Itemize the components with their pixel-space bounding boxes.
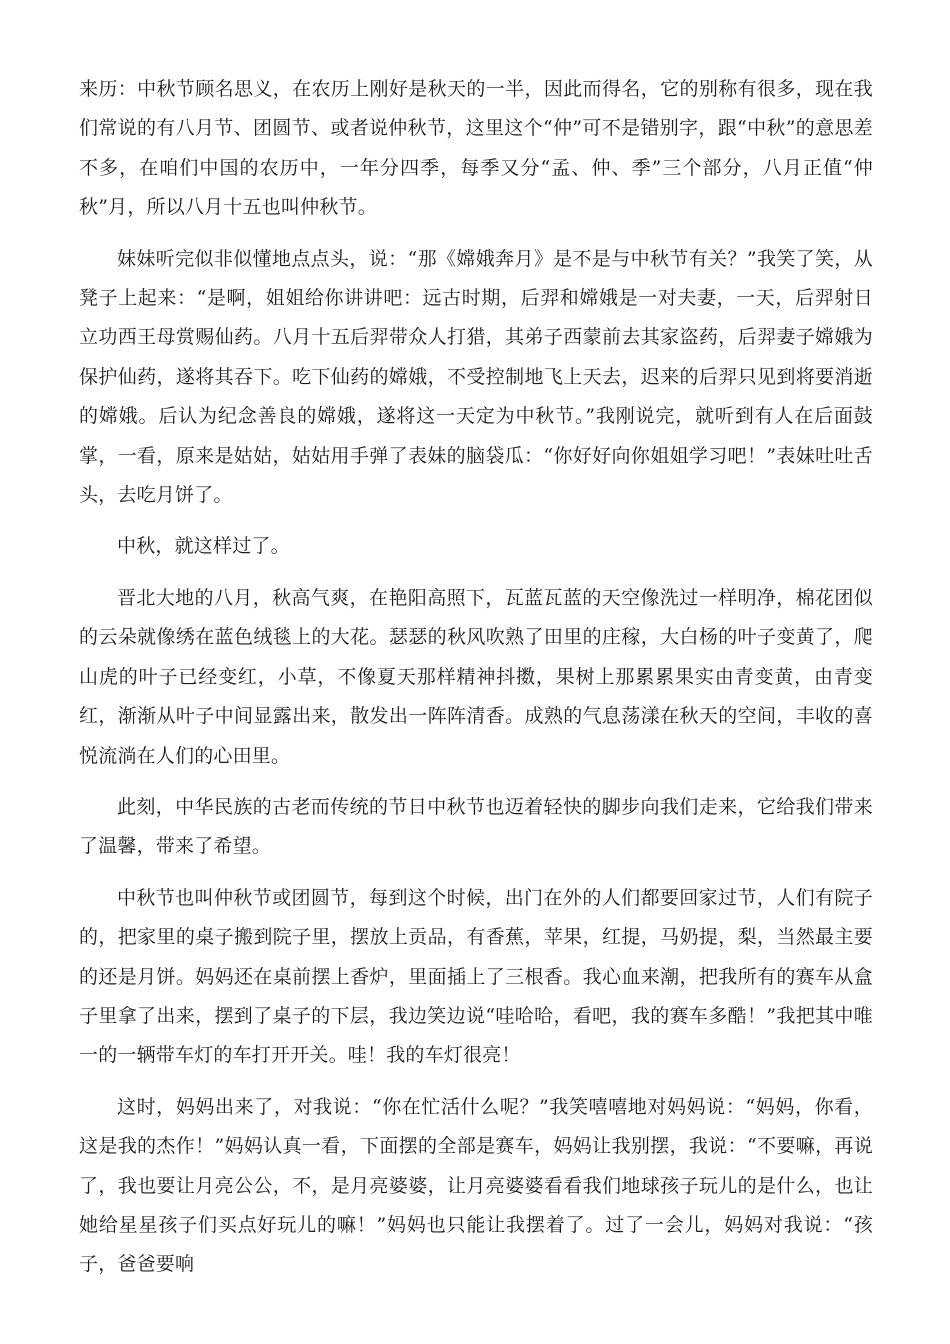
paragraph-autumn-scenery: 晋北大地的八月，秋高气爽，在艳阳高照下，瓦蓝瓦蓝的天空像洗过一样明净，棉花团似的云朵就像绣在蓝色绒毯上的大花。瑟瑟的秋风吹熟了田里的庄稼，大白杨的叶子变黄了，爬山虎的叶子已经变红，小草，不像夏天那样精神抖擞，果树上那累累果实由青变黄，由青变红，渐渐从叶子中间显露出来，散发出一阵阵清香。成熟的气息荡漾在秋天的空间，丰收的喜悦流淌在人们的心田里。 [79,586,873,767]
paragraph-origin: 来历：中秋节顾名思义，在农历上刚好是秋天的一半，因此而得名，它的别称有很多，现在我们常说的有八月节、团圆节、或者说仲秋节，这里这个“仲”可不是错别字，跟“中秋”的意思差不多，在咱们中国的农历中，一年分四季，每季又分“孟、仲、季”三个部分，八月正值“仲秋”月，所以八月十五也叫仲秋节。 [79,78,873,219]
paragraph-festival-arrives: 此刻，中华民族的古老而传统的节日中秋节也迈着轻快的脚步向我们走来，它给我们带来了温馨，带来了希望。 [79,795,873,858]
paragraph-change-story: 妹妹听完似非似懂地点点头，说：“那《嫦娥奔月》是不是与中秋节有关？”我笑了笑，从凳子上起来：“是啊，姐姐给你讲讲吧：远古时期，后羿和嫦娥是一对夫妻，一天，后羿射日立功西王母赏赐仙药。八月十五后羿带众人打猎，其弟子西蒙前去其家盗药，后羿妻子嫦娥为保护仙药，遂将其吞下。吃下仙药的嫦娥，不受控制地飞上天去，迟来的后羿只见到将要消逝的嫦娥。后认为纪念善良的嫦娥，遂将这一天定为中秋节。”我刚说完，就听到有人在后面鼓掌，一看，原来是姑姑，姑姑用手弹了表妹的脑袋瓜：“你好好向你姐姐学习吧！”表妹吐吐舌头，去吃月饼了。 [79,247,873,507]
paragraph-mid-autumn-passed: 中秋，就这样过了。 [117,535,290,558]
document-page [79,70,873,1297]
paragraph-reunion-table: 中秋节也叫仲秋节或团圆节，每到这个时候，出门在外的人们都要回家过节，人们有院子的，把家里的桌子搬到院子里，摆放上贡品，有香蕉，苹果，红提，马奶提，梨，当然最主要的还是月饼。妈妈还在桌前摆上香炉，里面插上了三根香。我心血来潮，把我所有的赛车从盒子里拿了出来，摆到了桌子的下层，我边笑边说“哇哈哈，看吧，我的赛车多酷！”我把其中唯一的一辆带车灯的车打开开关。哇！我的车灯很亮！ [79,886,873,1067]
paragraph-mother-dialogue: 这时，妈妈出来了，对我说：“你在忙活什么呢？”我笑嘻嘻地对妈妈说：“妈妈，你看，这是我的杰作！”妈妈认真一看，下面摆的全部是赛车，妈妈让我别摆，我说：“不要嘛，再说了，我也要让月亮公公，不，是月亮婆婆，让月亮婆婆看看我们地球孩子玩儿的是什么，也让她给星星孩子们买点好玩儿的嘛！”妈妈也只能让我摆着了。过了一会儿，妈妈对我说：“孩子，爸爸要响 [79,1095,873,1276]
